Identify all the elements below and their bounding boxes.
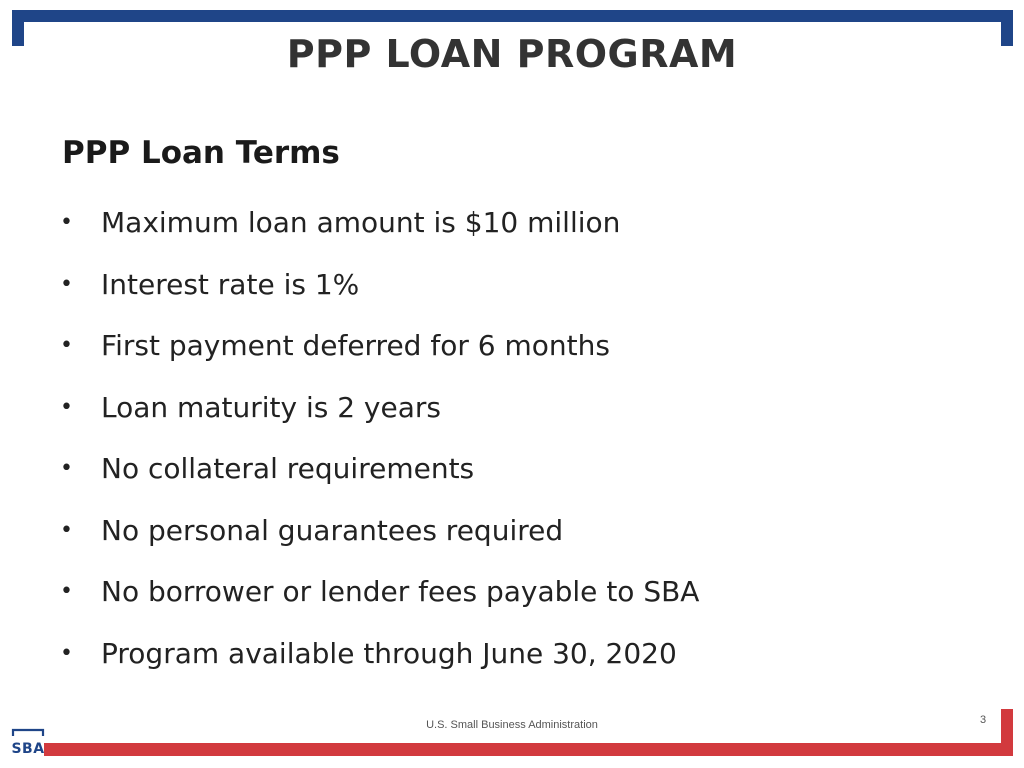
bullet-text: No personal guarantees required bbox=[101, 513, 564, 547]
bottom-frame-bar bbox=[44, 743, 1013, 756]
bullet-icon: • bbox=[60, 456, 73, 482]
bullet-item bbox=[58, 500, 699, 562]
bullet-text: First payment deferred for 6 months bbox=[101, 329, 610, 363]
bottom-frame-right-edge bbox=[1001, 709, 1013, 756]
sba-logo-icon bbox=[10, 728, 46, 760]
bullet-text: No collateral requirements bbox=[101, 452, 475, 486]
slide-title: PPP LOAN PROGRAM bbox=[286, 32, 738, 76]
section-heading: PPP Loan Terms bbox=[62, 135, 340, 171]
bullet-text: Loan maturity is 2 years bbox=[101, 390, 441, 424]
bullet-item bbox=[58, 377, 699, 439]
bullet-text: Program available through June 30, 2020 bbox=[101, 636, 677, 670]
footer-organization: U.S. Small Business Administration bbox=[426, 719, 598, 731]
bullet-text: Maximum loan amount is $10 million bbox=[101, 206, 621, 240]
bullet-icon: • bbox=[60, 210, 73, 236]
bullet-item bbox=[58, 561, 699, 623]
bullet-icon: • bbox=[60, 333, 73, 359]
bullet-list bbox=[58, 192, 699, 684]
bullet-item bbox=[58, 192, 699, 254]
bullet-text: Interest rate is 1% bbox=[101, 267, 360, 301]
bullet-item bbox=[58, 254, 699, 316]
bullet-icon: • bbox=[60, 271, 73, 297]
bullet-icon: • bbox=[60, 394, 73, 420]
bullet-icon: • bbox=[60, 579, 73, 605]
bullet-icon: • bbox=[60, 640, 73, 666]
bullet-item bbox=[58, 438, 699, 500]
page-number: 3 bbox=[980, 714, 987, 726]
sba-logo-text: SBA bbox=[11, 741, 45, 757]
top-frame-bar bbox=[12, 10, 1013, 22]
bullet-text: No borrower or lender fees payable to SBA bbox=[101, 575, 700, 609]
bullet-icon: • bbox=[60, 517, 73, 543]
bullet-item bbox=[58, 623, 699, 685]
bullet-item bbox=[58, 315, 699, 377]
